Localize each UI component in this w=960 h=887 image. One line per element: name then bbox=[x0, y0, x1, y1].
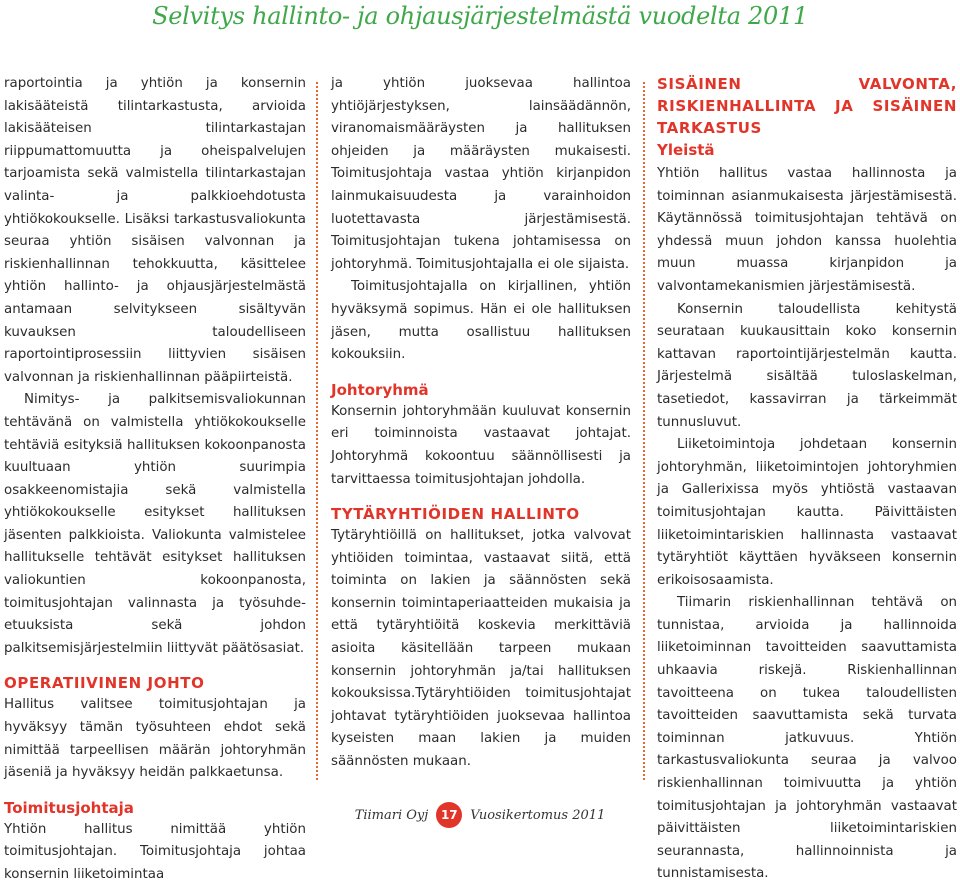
page-footer bbox=[0, 800, 960, 830]
text-column-2 bbox=[331, 73, 631, 774]
section-heading-internal-control: SISÄINEN VALVONTA, RISKIENHALLINTA JA SISÄINEN TARKASTUS bbox=[657, 75, 957, 137]
text-column-1 bbox=[4, 73, 306, 887]
paragraph: ja yhtiön juoksevaa hallintoa yhtiöjärjestyksen, lainsäädännön, viranomaismääräysten ja hallituksen ohjeiden ja määräysten mukaisesti. Toimitusjohtaja vastaa yhtiön kirjanpidon lainmukaisuudesta ja varainhoidon luotettavasta järjestämisestä. Toimitusjohtajan tukena johtamisessa on johtoryhmä. Toimitusjohtajalla ei ole sijaista. bbox=[331, 76, 631, 272]
column-divider bbox=[316, 82, 318, 780]
paragraph: Yhtiön hallitus nimittää yhtiön toimitusjohtajan. Toimitusjohtaja johtaa konsernin liiketoimintaa bbox=[4, 821, 306, 882]
page-title: Selvitys hallinto- ja ohjausjärjestelmästä vuodelta 2011 bbox=[152, 2, 808, 30]
footer-brand: Tiimari Oyj bbox=[354, 807, 429, 823]
section-heading-subsidiaries: TYTÄRYHTIÖIDEN HALLINTO bbox=[331, 505, 580, 524]
paragraph: Konsernin taloudellista kehitystä seurataan kuukausittain koko konsernin kattavan raportointijärjestelmän kautta. Järjestelmä sisältää tuloslaskelman, tasetiedot, kassavirran ja tärkeimmät tunnusluvut. bbox=[657, 301, 957, 430]
paragraph: Hallitus valitsee toimitusjohtajan ja hyväksyy tämän työsuhteen ehdot sekä nimittää tarpeellisen määrän johtoryhmän jäseniä ja hyväksyy heidän palkkaetunsa. bbox=[4, 697, 306, 781]
paragraph: Tiimarin riskienhallinnan tehtävä on tunnistaa, arvioida ja hallinnoida liiketoiminnan tavoitteiden saavuttamista uhkaavia riskejä. Riskienhallinnan tavoitteena on tukea taloudellisten tavoitteiden saavuttamista sekä turvata toiminnan jatkuvuus. Yhtiön tarkastusvaliokunta seuraa ja valvoo riskienhallinnan toimivuutta ja yhtiön toimitusjohtajan ja johtoryhmän vastaavat päivittäisten liiketoimintariskien seurannasta, hallinnoinnista ja tunnistamisesta. bbox=[657, 595, 957, 882]
footer-report-name: Vuosikertomus 2011 bbox=[470, 807, 606, 823]
page-number: 17 bbox=[436, 802, 462, 828]
paragraph: Konsernin johtoryhmään kuuluvat konsernin eri toiminnoista vastaavat johtajat. Johtoryhmä kokoontuu säännöllisesti ja tarvittaessa toimitusjohtajan johdolla. bbox=[331, 403, 631, 487]
paragraph: Yhtiön hallitus vastaa hallinnosta ja toiminnan asianmukaisesta järjestämisestä. Käytännössä toimitusjohtajan tehtävä on yhdessä muun johdon kanssa huolehtia muun muassa kirjanpidon ja valvontamekanismien järjestämisestä. bbox=[657, 166, 957, 294]
paragraph: Nimitys- ja palkitsemisvaliokunnan tehtävänä on valmistella yhtiökokoukselle tehtäviä esityksiä hallituksen kokoonpanosta kuultuaan yhtiön suurimpia osakkeenomistajia sekä valmistella yhtiökokoukselle esitykset hallituksen jäsenten palkkioista. Valiokunta valmistelee hallitukselle tehtävät esitykset hallituksen valiokuntien kokoonpanosta, toimitusjohtajan valinnasta ja työsuhde-etuuksista sekä johdon palkitsemisjärjestelmiin liittyvät päätösasiat. bbox=[4, 392, 306, 656]
subheading-general: Yleistä bbox=[657, 141, 715, 159]
paragraph: Toimitusjohtajalla on kirjallinen, yhtiön hyväksymä sopimus. Hän ei ole hallituksen jäsen, mutta osallistuu hallituksen kokouksiin. bbox=[331, 279, 631, 363]
column-divider bbox=[643, 82, 645, 780]
subheading-ceo: Toimitusjohtaja bbox=[4, 798, 134, 817]
text-column-3 bbox=[657, 73, 957, 886]
paragraph: Liiketoimintoja johdetaan konsernin johtoryhmän, liiketoimintojen johtoryhmien ja Gallerixissa myös yhtiöstä vastaavan toimitusjohtajan kautta. Päivittäisten liiketoimintariskien hallinnasta vastaavat tytäryhtiöt käyttäen hyväkseen konsernin erikoisosaamista. bbox=[657, 437, 957, 588]
subheading-management-team: Johtoryhmä bbox=[331, 380, 429, 399]
paragraph: Tytäryhtiöillä on hallitukset, jotka valvovat yhtiöiden toimintaa, vastaavat siitä, että toiminta on lakien ja säännösten sekä konsernin toimintaperiaatteiden mukaisia ja että tytäryhtiöitä koskevia merkittäviä asioita käsitellään tarpeen mukaan konsernin johtoryhmän ja/tai hallituksen kokouksissa.Tytäryhtiöiden toimitusjohtajat johtavat tytäryhtiöiden juoksevaa hallintoa kyseisten maan lakien ja muiden säännösten mukaan. bbox=[331, 528, 631, 770]
paragraph: raportointia ja yhtiön ja konsernin lakisääteistä tilintarkastusta, arvioida lakisääteisen tilintarkastajan riippumattomuutta ja oheispalvelujen tarjoamista sekä valmistella tilintarkastajan valinta- ja palkkioehdotusta yhtiökokoukselle. Lisäksi tarkastusvaliokunta seuraa yhtiön sisäisen valvonnan ja riskienhallinnan tehokkuutta, käsittelee yhtiön hallinto- ja ohjausjärjestelmästä antamaan selvitykseen sisältyvän kuvauksen taloudelliseen raportointiprosessiin liittyvien sisäisen valvonnan ja riskienhallinnan pääpiirteistä. bbox=[4, 76, 306, 385]
section-heading-operative-management: OPERATIIVINEN JOHTO bbox=[4, 674, 205, 693]
